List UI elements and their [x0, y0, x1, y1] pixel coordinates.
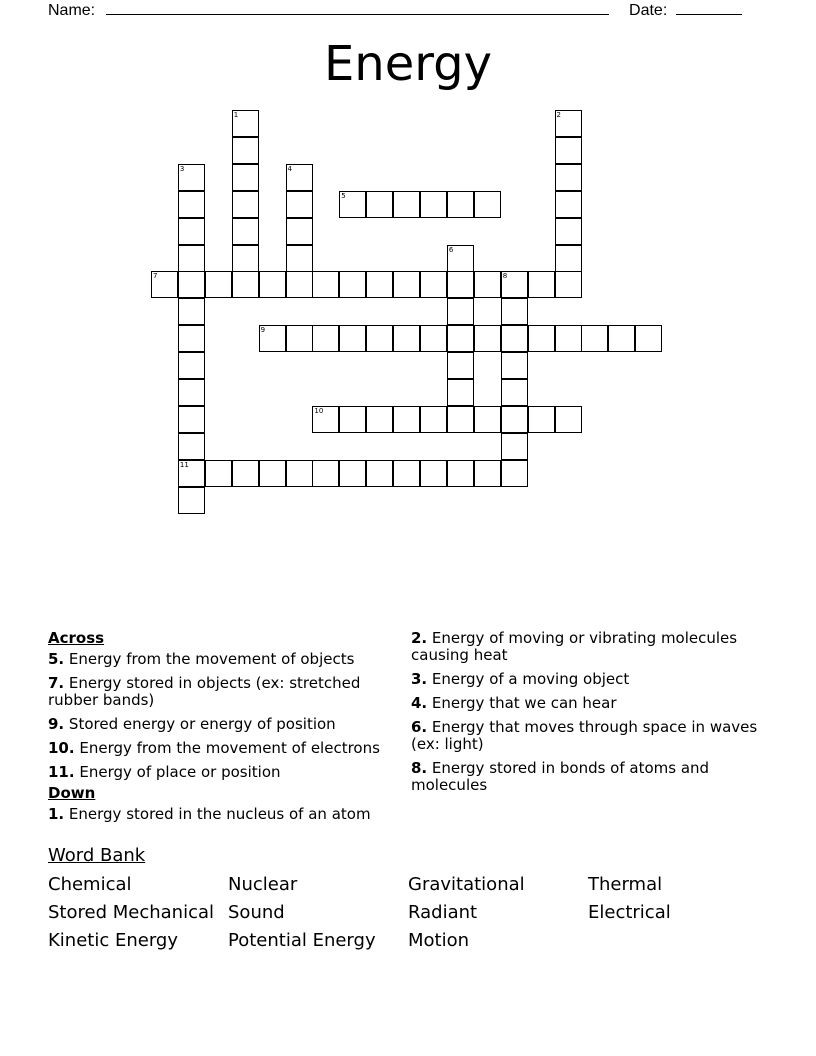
clue-number: 1 [233, 111, 239, 119]
clue-column-left [48, 630, 398, 830]
grid-cell[interactable] [178, 487, 205, 514]
grid-cell[interactable] [178, 379, 205, 406]
grid-cell[interactable] [259, 271, 286, 298]
clue-across-11: 11. Energy of place or position [48, 763, 281, 781]
word-bank-word: Electrical [588, 902, 671, 923]
word-bank-word: Potential Energy [228, 930, 376, 951]
grid-cell[interactable] [393, 191, 420, 218]
grid-cell[interactable] [528, 271, 555, 298]
grid-cell[interactable] [366, 191, 393, 218]
clue-across-9: 9. Stored energy or energy of position [48, 715, 336, 733]
clue-down-8: 8. Energy stored in bonds of atoms and molecules [411, 759, 710, 794]
grid-cell[interactable] [393, 460, 420, 487]
word-bank-word: Radiant [408, 902, 478, 923]
grid-cell[interactable] [474, 325, 501, 352]
grid-cell[interactable] [232, 191, 259, 218]
grid-cell[interactable] [555, 406, 582, 433]
word-bank-word: Gravitational [408, 874, 525, 895]
grid-cell[interactable] [366, 460, 393, 487]
grid-cell[interactable] [581, 325, 608, 352]
grid-cell[interactable] [366, 325, 393, 352]
grid-cell[interactable] [232, 218, 259, 245]
grid-cell[interactable] [447, 298, 474, 325]
grid-cell[interactable] [178, 325, 205, 352]
grid-cell[interactable] [178, 218, 205, 245]
grid-cell[interactable] [555, 245, 582, 272]
clue-number: 11 [179, 460, 189, 469]
grid-cell[interactable] [501, 352, 528, 379]
grid-cell[interactable] [420, 460, 447, 487]
down-heading: Down [48, 784, 96, 802]
clue-number: 7 [153, 272, 158, 281]
grid-cell[interactable] [420, 406, 447, 433]
clue-down-3: 3. Energy of a moving object [411, 670, 630, 688]
clue-number: 6 [448, 245, 454, 254]
grid-cell[interactable] [555, 191, 582, 218]
clue-down-2: 2. Energy of moving or vibrating molecules causing heat [411, 629, 738, 664]
grid-cell[interactable] [286, 245, 313, 272]
grid-cell[interactable] [339, 460, 366, 487]
grid-cell[interactable] [178, 191, 205, 218]
grid-cell[interactable] [608, 325, 635, 352]
clue-down-6: 6. Energy that moves through space in waves (ex: light) [411, 718, 758, 753]
grid-cell[interactable] [286, 325, 313, 352]
clue-down-4: 4. Energy that we can hear [411, 694, 617, 712]
word-bank-word: Kinetic Energy [48, 930, 178, 951]
word-bank-word: Thermal [588, 874, 663, 895]
grid-cell[interactable] [393, 271, 420, 298]
clue-number: 3 [179, 164, 185, 173]
date-label: Date: [629, 2, 668, 19]
grid-cell[interactable] [528, 325, 555, 352]
grid-cell[interactable] [178, 406, 205, 433]
grid-cell[interactable] [312, 460, 339, 487]
word-bank-word: Motion [408, 930, 470, 951]
clue-across-7: 7. Energy stored in objects (ex: stretched rubber bands) [48, 674, 361, 709]
grid-cell[interactable] [232, 460, 259, 487]
grid-cell[interactable] [178, 298, 205, 325]
grid-cell[interactable] [474, 406, 501, 433]
clue-across-5: 5. Energy from the movement of objects [48, 650, 355, 668]
grid-cell[interactable] [555, 218, 582, 245]
grid-cell[interactable] [339, 271, 366, 298]
grid-cell[interactable] [312, 271, 339, 298]
grid-cell[interactable] [420, 271, 447, 298]
grid-cell[interactable] [232, 164, 259, 191]
grid-cell[interactable] [555, 325, 582, 352]
clue-number: 4 [287, 164, 292, 173]
grid-cell[interactable] [447, 191, 474, 218]
word-bank-word: Nuclear [228, 874, 298, 895]
clue-number: 8 [502, 272, 508, 281]
grid-cell[interactable] [232, 137, 259, 164]
grid-cell[interactable] [501, 433, 528, 460]
grid-cell[interactable] [528, 406, 555, 433]
grid-cell[interactable] [205, 460, 232, 487]
grid-cell[interactable] [393, 406, 420, 433]
grid-cell[interactable] [447, 271, 474, 298]
clue-number: 2 [556, 111, 561, 119]
grid-cell[interactable] [178, 433, 205, 460]
grid-cell[interactable] [178, 271, 205, 298]
clue-column-right [411, 630, 771, 801]
grid-cell[interactable] [259, 460, 286, 487]
grid-cell[interactable] [555, 164, 582, 191]
grid-cell[interactable] [501, 379, 528, 406]
grid-cell[interactable] [447, 460, 474, 487]
grid-cell[interactable] [474, 460, 501, 487]
across-heading: Across [48, 629, 105, 647]
word-bank-word: Sound [228, 902, 285, 923]
clue-number: 10 [314, 406, 324, 415]
grid-cell[interactable] [286, 460, 313, 487]
grid-cell[interactable] [312, 325, 339, 352]
grid-cell[interactable] [339, 406, 366, 433]
grid-cell[interactable] [420, 325, 447, 352]
grid-cell[interactable] [474, 271, 501, 298]
grid-cell[interactable] [286, 191, 313, 218]
grid-cell[interactable] [178, 352, 205, 379]
grid-cell[interactable] [205, 271, 232, 298]
grid-cell[interactable] [501, 325, 528, 352]
grid-cell[interactable] [393, 325, 420, 352]
grid-cell[interactable] [447, 352, 474, 379]
word-bank-title: Word Bank [48, 845, 146, 866]
grid-cell[interactable] [339, 325, 366, 352]
grid-cell[interactable] [232, 245, 259, 272]
clue-number: 5 [341, 191, 346, 200]
grid-cell[interactable] [286, 218, 313, 245]
grid-cell[interactable] [447, 325, 474, 352]
grid-cell[interactable] [501, 460, 528, 487]
grid-cell[interactable] [474, 191, 501, 218]
clue-across-10: 10. Energy from the movement of electrons [48, 739, 380, 757]
grid-cell[interactable] [178, 245, 205, 272]
grid-cell[interactable] [286, 271, 313, 298]
grid-cell[interactable] [366, 271, 393, 298]
grid-cell[interactable] [635, 325, 662, 352]
grid-cell[interactable] [447, 379, 474, 406]
grid-cell[interactable] [555, 271, 582, 298]
word-bank-word: Stored Mechanical [48, 902, 214, 923]
grid-cell[interactable] [501, 298, 528, 325]
grid-cell[interactable] [555, 137, 582, 164]
grid-cell[interactable] [420, 191, 447, 218]
clue-down-1: 1. Energy stored in the nucleus of an atom [48, 805, 371, 823]
grid-cell[interactable] [501, 406, 528, 433]
name-label: Name: [48, 2, 96, 19]
clue-number: 9 [260, 326, 266, 335]
grid-cell[interactable] [232, 271, 259, 298]
page-title: Energy [323, 36, 493, 92]
grid-cell[interactable] [447, 406, 474, 433]
word-bank-word: Chemical [48, 874, 132, 895]
grid-cell[interactable] [366, 406, 393, 433]
